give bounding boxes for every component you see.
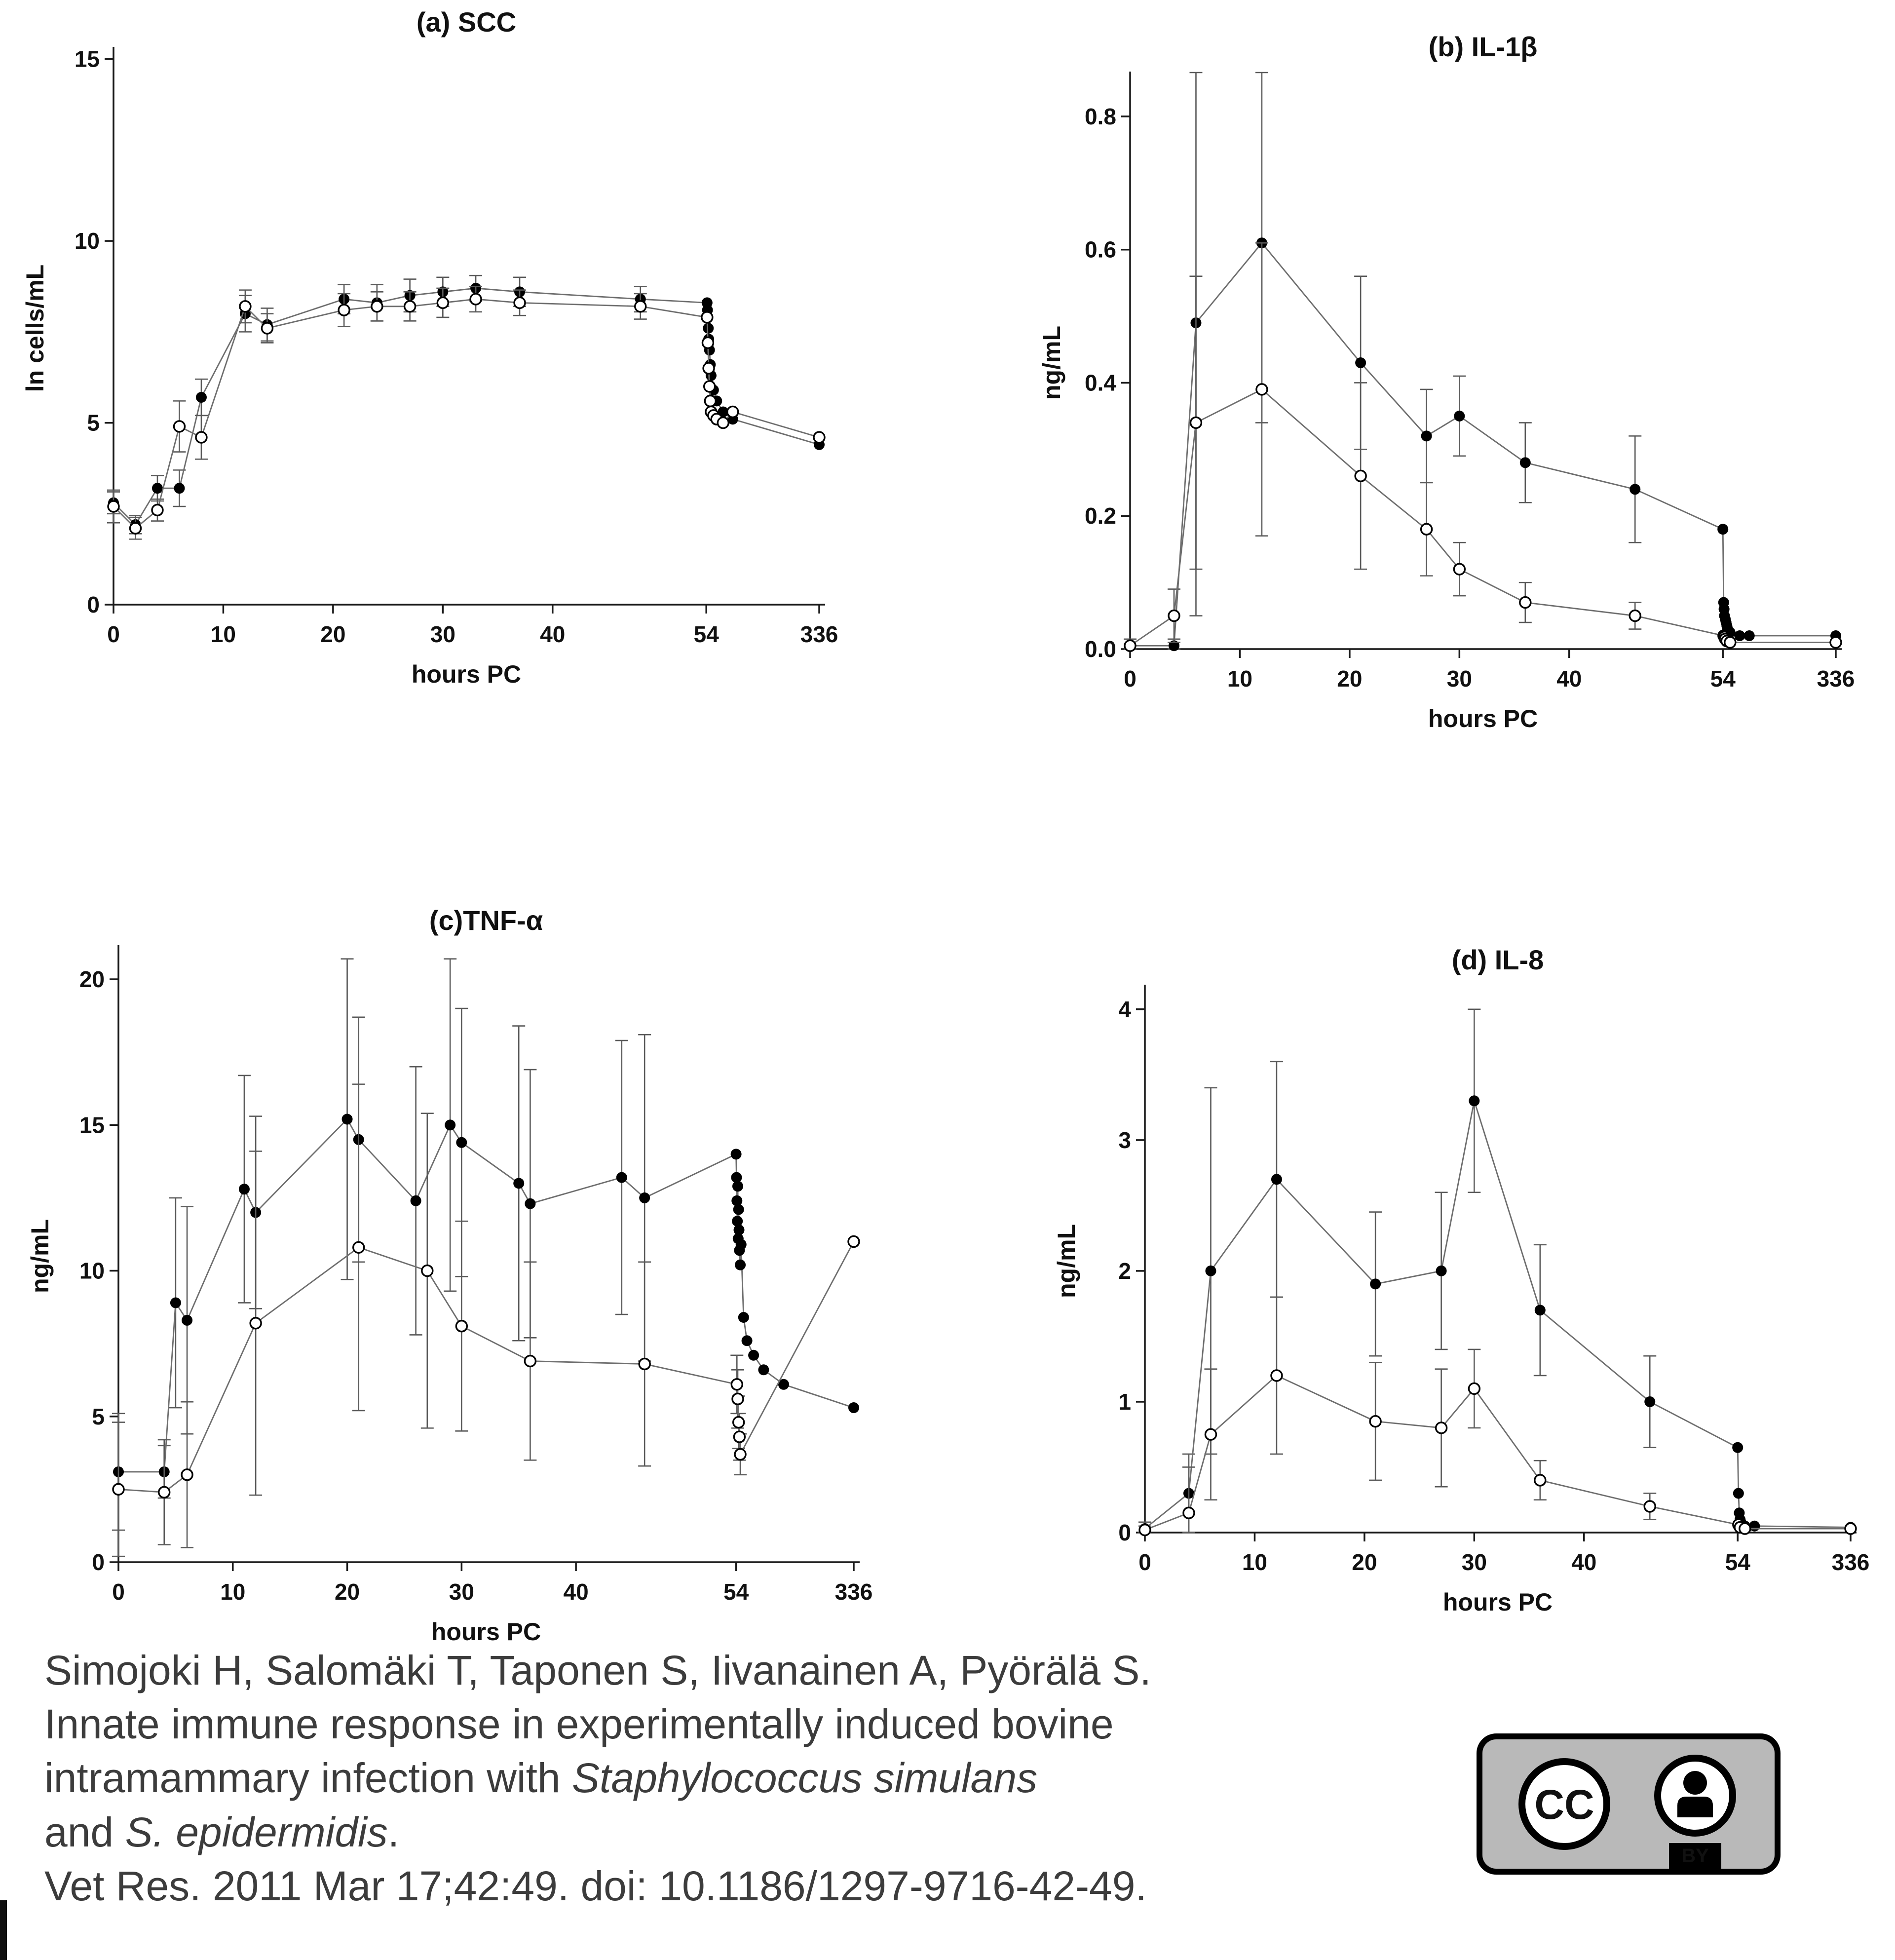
filled-marker [152,483,163,494]
open-marker [1644,1501,1655,1512]
open-marker [1830,637,1841,648]
chart-panel-tnfa [20,903,888,1663]
open-marker [635,301,646,312]
open-marker [353,1242,364,1253]
y-tick-label: 5 [92,1403,105,1429]
y-axis-label: ng/mL [1038,326,1065,400]
open-marker [1183,1507,1194,1518]
open-marker [702,312,713,323]
open-marker [1169,611,1179,621]
citation [44,1644,1377,1913]
open-marker [732,1393,743,1404]
x-tick-label: 40 [1571,1549,1597,1575]
x-axis-label: hours PC [1428,705,1538,732]
filled-marker [411,1195,421,1206]
series-line-filled-circles [1145,1101,1851,1529]
citation-line: and S. epidermidis. [44,1808,400,1855]
filled-marker [748,1350,759,1361]
open-marker [1125,640,1136,651]
open-marker [108,501,119,512]
open-marker [262,323,272,334]
filled-marker [736,1239,747,1250]
x-axis-label: hours PC [411,660,522,688]
x-tick-label: 336 [800,621,838,647]
filled-marker [1355,357,1366,368]
chart-a-svg [15,5,854,706]
filled-marker [1370,1278,1381,1289]
open-marker [1421,524,1432,535]
y-tick-label: 0 [87,592,100,617]
x-tick-label: 54 [1725,1549,1750,1575]
filled-marker [513,1178,524,1189]
filled-marker [1535,1305,1546,1315]
y-tick-label: 0.0 [1085,636,1116,662]
citation-line: intramammary infection with Staphylococcus simulans [44,1755,1038,1802]
filled-marker [1732,1442,1743,1453]
chart-panel-il8 [1046,943,1885,1634]
y-tick-label: 0.2 [1085,503,1116,529]
x-axis-label: hours PC [431,1618,541,1646]
x-tick-label: 10 [1242,1549,1268,1575]
person-head [1683,1771,1707,1795]
open-marker [1436,1422,1447,1433]
filled-marker [1644,1396,1655,1407]
x-tick-label: 0 [112,1579,125,1605]
open-marker [1271,1370,1282,1381]
x-tick-label: 40 [1556,666,1582,692]
open-marker [525,1356,535,1367]
filled-marker [731,1149,742,1159]
open-marker [1630,611,1640,621]
y-tick-label: 5 [87,410,100,436]
series-line-open-circles [1130,389,1836,646]
filled-marker [742,1335,753,1346]
filled-marker [1454,411,1465,422]
filled-marker [735,1260,746,1270]
open-marker [1740,1523,1750,1534]
chart-panel-scc [15,5,854,706]
open-marker [113,1484,124,1495]
open-marker [1355,470,1366,481]
x-tick-label: 0 [107,621,120,647]
x-tick-label: 336 [834,1579,873,1605]
y-tick-label: 2 [1118,1258,1131,1284]
chart-d-svg [1046,943,1885,1634]
filled-marker [525,1198,535,1209]
filled-marker [738,1312,749,1323]
filled-marker [1630,484,1640,495]
x-tick-label: 0 [1124,666,1137,692]
chart-b-svg [1031,30,1870,750]
open-marker [250,1318,261,1329]
open-marker [196,432,207,443]
open-marker [1520,597,1531,608]
open-marker [1370,1416,1381,1427]
filled-marker [196,392,207,403]
y-tick-label: 10 [74,228,100,254]
chart-title: (b) IL-1β [1428,31,1538,62]
filled-marker [734,1225,745,1235]
filled-marker [1271,1174,1282,1185]
filled-marker [1520,457,1531,468]
open-marker [704,381,715,392]
open-marker [1256,384,1267,395]
filled-marker [174,483,185,494]
x-tick-label: 20 [1337,666,1363,692]
open-marker [174,421,185,432]
chart-panel-il1b [1031,30,1870,750]
chart-c-svg [20,903,888,1663]
cc-by-badge-graphic [1476,1732,1781,1876]
x-tick-label: 20 [1352,1549,1377,1575]
x-tick-label: 54 [723,1579,749,1605]
x-tick-label: 20 [320,621,346,647]
filled-marker [1436,1266,1447,1276]
x-tick-label: 10 [220,1579,246,1605]
x-tick-label: 54 [693,621,719,647]
x-tick-label: 10 [1227,666,1253,692]
y-tick-label: 10 [79,1258,105,1284]
filled-marker [703,323,714,334]
y-tick-label: 20 [79,966,105,993]
open-marker [1454,564,1465,575]
filled-marker [445,1119,455,1130]
y-tick-label: 0.4 [1085,370,1116,396]
y-tick-label: 0 [92,1549,105,1575]
open-marker [702,337,713,348]
x-tick-label: 30 [1461,1549,1487,1575]
open-marker [718,418,728,428]
y-tick-label: 0 [1118,1520,1131,1545]
open-marker [735,1449,746,1460]
open-marker [182,1469,192,1480]
x-tick-label: 54 [1710,666,1736,692]
open-marker [703,363,714,374]
chart-title: (c)TNF-α [429,905,543,936]
filled-marker [342,1114,353,1124]
filled-marker [1733,1488,1744,1499]
filled-marker [170,1297,181,1308]
open-marker [130,523,141,534]
x-tick-label: 30 [449,1579,474,1605]
open-marker [734,1431,745,1442]
open-marker [1725,637,1736,648]
cc-by-license-badge [1476,1732,1781,1878]
open-marker [152,504,163,515]
filled-marker [1421,430,1432,441]
person-body [1677,1797,1713,1817]
open-marker [372,301,382,312]
y-axis-label: ng/mL [26,1219,54,1293]
open-marker [339,305,349,315]
x-axis-label: hours PC [1442,1588,1553,1616]
y-tick-label: 3 [1118,1127,1131,1153]
y-axis-label: ln cells/mL [21,264,49,392]
attribution-person-icon [1658,1758,1733,1833]
open-marker [405,301,416,312]
filled-marker [1744,630,1755,641]
by-label: BY [1681,1845,1709,1867]
open-marker [1535,1475,1546,1486]
filled-marker [1717,524,1728,535]
y-tick-label: 0.6 [1085,236,1116,263]
open-marker [514,297,525,308]
filled-marker [732,1181,743,1191]
citation-line: Innate immune response in experimentally induced bovine [44,1701,1114,1748]
filled-marker [639,1192,650,1203]
open-marker [1190,417,1201,428]
filled-marker [456,1137,467,1148]
y-tick-label: 0.8 [1085,103,1116,129]
y-tick-label: 4 [1118,996,1131,1022]
filled-marker [1205,1266,1216,1276]
x-tick-label: 336 [1817,666,1855,692]
open-marker [814,432,825,443]
scan-edge-artifact [0,1900,7,1960]
chart-title: (d) IL-8 [1451,944,1544,975]
chart-title: (a) SCC [416,6,517,38]
open-marker [1205,1429,1216,1440]
open-marker [422,1266,433,1276]
open-marker [727,406,738,417]
x-tick-label: 0 [1138,1549,1151,1575]
open-marker [1845,1523,1856,1534]
cc-label: CC [1534,1781,1594,1828]
open-marker [1139,1525,1150,1536]
series-line-filled-circles [1130,243,1836,646]
open-marker [470,294,481,305]
open-marker [731,1379,742,1390]
open-marker [848,1236,859,1247]
x-tick-label: 30 [1446,666,1472,692]
open-marker [733,1417,744,1428]
x-tick-label: 336 [1831,1549,1870,1575]
y-tick-label: 1 [1118,1388,1131,1415]
y-tick-label: 15 [74,46,100,72]
series-line-open-circles [1145,1376,1851,1530]
open-marker [240,301,251,312]
filled-marker [1734,630,1745,641]
filled-marker [758,1364,769,1375]
open-marker [639,1358,650,1369]
x-tick-label: 40 [563,1579,589,1605]
citation-line: Simojoki H, Salomäki T, Taponen S, Iivanainen A, Pyörälä S. [44,1647,1151,1693]
x-tick-label: 30 [430,621,455,647]
open-marker [437,297,448,308]
y-axis-label: ng/mL [1053,1224,1080,1298]
filled-marker [733,1204,744,1215]
x-tick-label: 20 [334,1579,360,1605]
open-marker [1469,1383,1479,1394]
filled-marker [848,1402,859,1413]
filled-marker [616,1172,627,1183]
x-tick-label: 10 [210,621,236,647]
y-tick-label: 15 [79,1112,105,1138]
open-marker [456,1321,467,1332]
filled-marker [182,1315,192,1326]
filled-marker [239,1184,250,1194]
filled-marker [1469,1095,1479,1106]
x-tick-label: 40 [540,621,566,647]
open-marker [159,1487,170,1498]
citation-line: Vet Res. 2011 Mar 17;42:49. doi: 10.1186/1297-9716-42-49. [44,1862,1147,1909]
open-marker [705,395,716,406]
